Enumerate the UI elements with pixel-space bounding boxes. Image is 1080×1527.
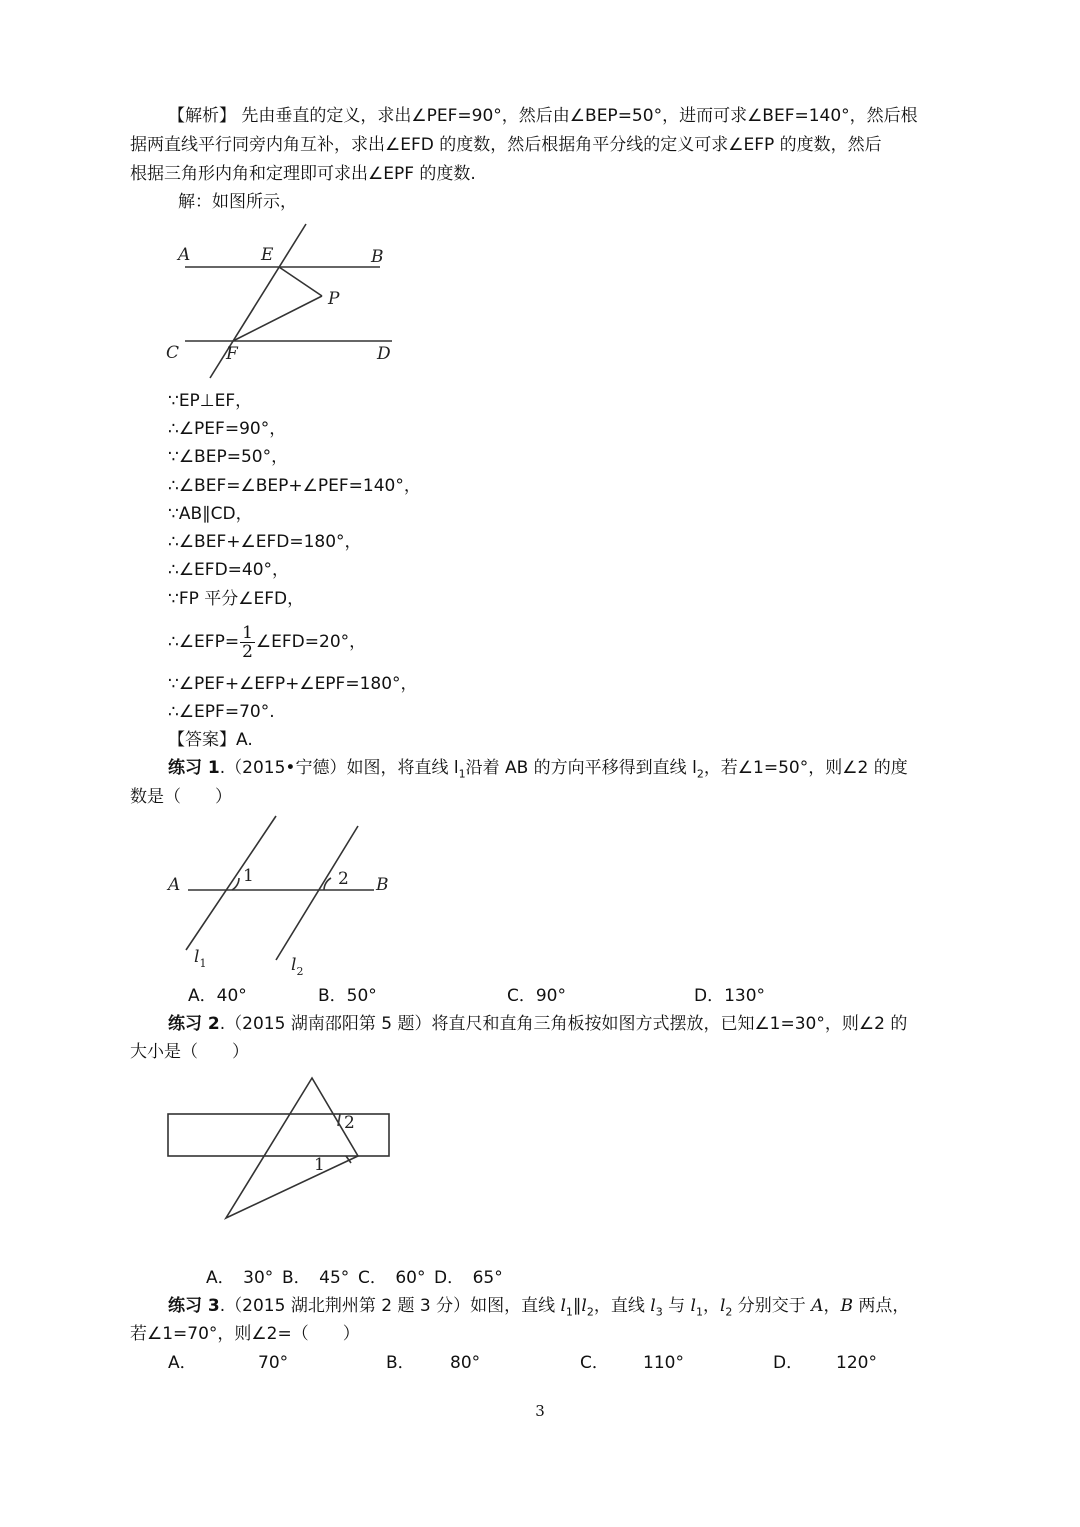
exercise-3-text-a: .（2015 湖北荆州第 2 题 3 分）如图，直线 (219, 1296, 561, 1316)
step-6: ∴∠BEF+∠EFD=180°， (168, 532, 362, 552)
exercise-3-text-e: 分别交于 (732, 1296, 812, 1316)
label-angle-2: 2 (338, 869, 349, 889)
label-b-ex1: B (376, 875, 389, 895)
exercise-3-line-2: 若∠1=70°，则∠2=（ ） (130, 1324, 360, 1344)
exercise-2-option-a[interactable]: A． 30° (206, 1268, 274, 1288)
step-frac-suffix: =20°， (304, 632, 367, 652)
exercise-2-line-1 (168, 1013, 907, 1035)
step-1: ∵EP⊥EF， (168, 391, 253, 411)
label-c: C (166, 343, 180, 363)
exercise-3-l2b: l (719, 1296, 726, 1316)
exercise-3-option-d-label[interactable]: D． (773, 1353, 804, 1373)
label-angle-2-ex2: 2 (344, 1113, 355, 1133)
label-d: D (377, 344, 391, 364)
label-l2-sub: 2 (296, 965, 304, 978)
exercise-3-l3: l (650, 1296, 656, 1316)
label-angle-1-ex2: 1 (314, 1155, 325, 1175)
step-2: ∴∠PEF=90°， (168, 419, 287, 439)
fraction-one-half (240, 624, 255, 661)
exercise-1-sub-2: 2 (696, 767, 704, 781)
figure-ruler-triangle (160, 1072, 400, 1227)
exercise-1-line-2: 数是（ ） (130, 787, 232, 807)
exercise-1-option-d[interactable]: D．130° (694, 986, 766, 1006)
exercise-3-text-c: 与 (662, 1296, 691, 1316)
label-l1-sub: 1 (199, 957, 207, 970)
analysis-line-3: 根据三角形内角和定理即可求出∠EPF 的度数. (130, 164, 476, 184)
exercise-3-sub-3: 3 (655, 1305, 663, 1319)
step-5: ∵AB∥CD， (168, 504, 253, 524)
label-a: A (178, 245, 191, 265)
exercise-1-option-c[interactable]: C．90° (507, 986, 567, 1006)
segment-ep (279, 267, 322, 296)
exercise-3-comma: ， (823, 1296, 841, 1316)
exercise-2-text: .（2015 湖南邵阳第 5 题）将直尺和直角三角板按如图方式摆放，已知∠1=30°，则∠2 的 (219, 1014, 908, 1034)
exercise-3-parallel: ∥ (572, 1296, 582, 1316)
answer-line (168, 729, 253, 751)
step-3: ∵∠BEP=50°， (168, 447, 289, 467)
exercise-1-sub-1: 1 (458, 767, 466, 781)
step-10: ∴∠EPF=70°. (168, 702, 275, 722)
answer-value: A. (236, 730, 253, 750)
fraction-numerator: 1 (242, 622, 253, 643)
line-l2 (276, 826, 358, 960)
figure-parallel-lines-epf (160, 220, 410, 385)
exercise-3-option-c-label[interactable]: C． (580, 1353, 609, 1373)
exercise-2-option-d[interactable]: D． 65° (434, 1268, 503, 1288)
figure-translated-lines (160, 812, 410, 982)
exercise-3-option-b-label[interactable]: B． (386, 1353, 415, 1373)
exercise-3-sub-1: 1 (565, 1305, 573, 1319)
fraction-denominator: 2 (242, 641, 253, 662)
answer-label: 【答案】 (168, 730, 236, 750)
exercise-3-sub-2: 2 (586, 1305, 594, 1319)
label-l2 (291, 955, 303, 978)
label-e: E (261, 245, 274, 265)
step-frac-prefix: ∴∠EFP= (168, 632, 240, 652)
label-angle-1: 1 (243, 866, 254, 886)
exercise-1-text-b: 沿着 AB 的方向平移得到直线 l (465, 758, 697, 778)
label-b: B (371, 247, 384, 267)
exercise-3-line-1 (168, 1295, 909, 1323)
exercise-2-line-2: 大小是（ ） (130, 1042, 249, 1062)
exercise-3-l2: l (581, 1296, 587, 1316)
exercise-2-option-c[interactable]: C． 60° (358, 1268, 426, 1288)
exercise-2-label: 练习 2 (168, 1014, 220, 1034)
exercise-3-point-b: B (840, 1296, 853, 1316)
exercise-1-option-a[interactable]: A．40° (188, 986, 247, 1006)
exercise-3-point-a: A (811, 1296, 824, 1316)
analysis-text-1: 先由垂直的定义，求出∠PEF=90°，然后由∠BEP=50°，进而可求∠BEF=140°，然后根 (241, 106, 918, 126)
exercise-3-text-f: 两点， (852, 1296, 910, 1316)
step-frac-mid: ∠EFD (255, 632, 305, 652)
line-l1 (186, 816, 276, 950)
label-p: P (328, 289, 340, 309)
exercise-3-l1b: l (690, 1296, 696, 1316)
label-a-ex1: A (168, 875, 181, 895)
label-l2-letter: l (291, 955, 297, 975)
transversal-ef (210, 224, 306, 378)
exercise-3-option-a-value[interactable]: 70° (258, 1353, 289, 1373)
label-f: F (226, 344, 238, 364)
exercise-2-option-b[interactable]: B． 45° (282, 1268, 350, 1288)
exercise-1-option-b[interactable]: B．50° (318, 986, 377, 1006)
exercise-3-option-a-label[interactable]: A． (168, 1353, 197, 1373)
exercise-1-text-c: ，若∠1=50°，则∠2 的度 (703, 758, 908, 778)
analysis-label: 【解析】 (168, 106, 236, 126)
exercise-3-text-d: ， (702, 1296, 720, 1316)
exercise-3-option-c-value[interactable]: 110° (643, 1353, 684, 1373)
step-9: ∵∠PEF+∠EFP+∠EPF=180°， (168, 674, 418, 694)
solution-intro: 解：如图所示， (178, 192, 297, 212)
exercise-3-option-b-value[interactable]: 80° (450, 1353, 481, 1373)
exercise-1-line-1 (168, 757, 908, 785)
step-8: ∵FP 平分∠EFD， (168, 589, 305, 609)
label-l1-letter: l (194, 947, 200, 967)
exercise-3-option-d-value[interactable]: 120° (836, 1353, 877, 1373)
label-l1 (194, 947, 206, 970)
exercise-3-l1: l (560, 1296, 566, 1316)
exercise-3-label: 练习 3 (168, 1296, 220, 1316)
exercise-3-text-b: ，直线 (593, 1296, 651, 1316)
exercise-3-sub-2b: 2 (725, 1305, 733, 1319)
exercise-3-sub-1b: 1 (695, 1305, 703, 1319)
analysis-line-1 (168, 105, 918, 127)
ruler (168, 1114, 389, 1156)
step-4: ∴∠BEF=∠BEP+∠PEF=140°， (168, 476, 421, 496)
right-triangle (226, 1078, 358, 1218)
exercise-1-label: 练习 1 (168, 758, 220, 778)
step-7: ∴∠EFD=40°， (168, 560, 290, 580)
exercise-1-text-a: .（2015•宁德）如图，将直线 l (219, 758, 459, 778)
step-fraction (168, 622, 366, 662)
analysis-line-2: 据两直线平行同旁内角互补，求出∠EFD 的度数，然后根据角平分线的定义可求∠EFP 的度数，然后 (130, 135, 882, 155)
page-number: 3 (535, 1402, 545, 1420)
